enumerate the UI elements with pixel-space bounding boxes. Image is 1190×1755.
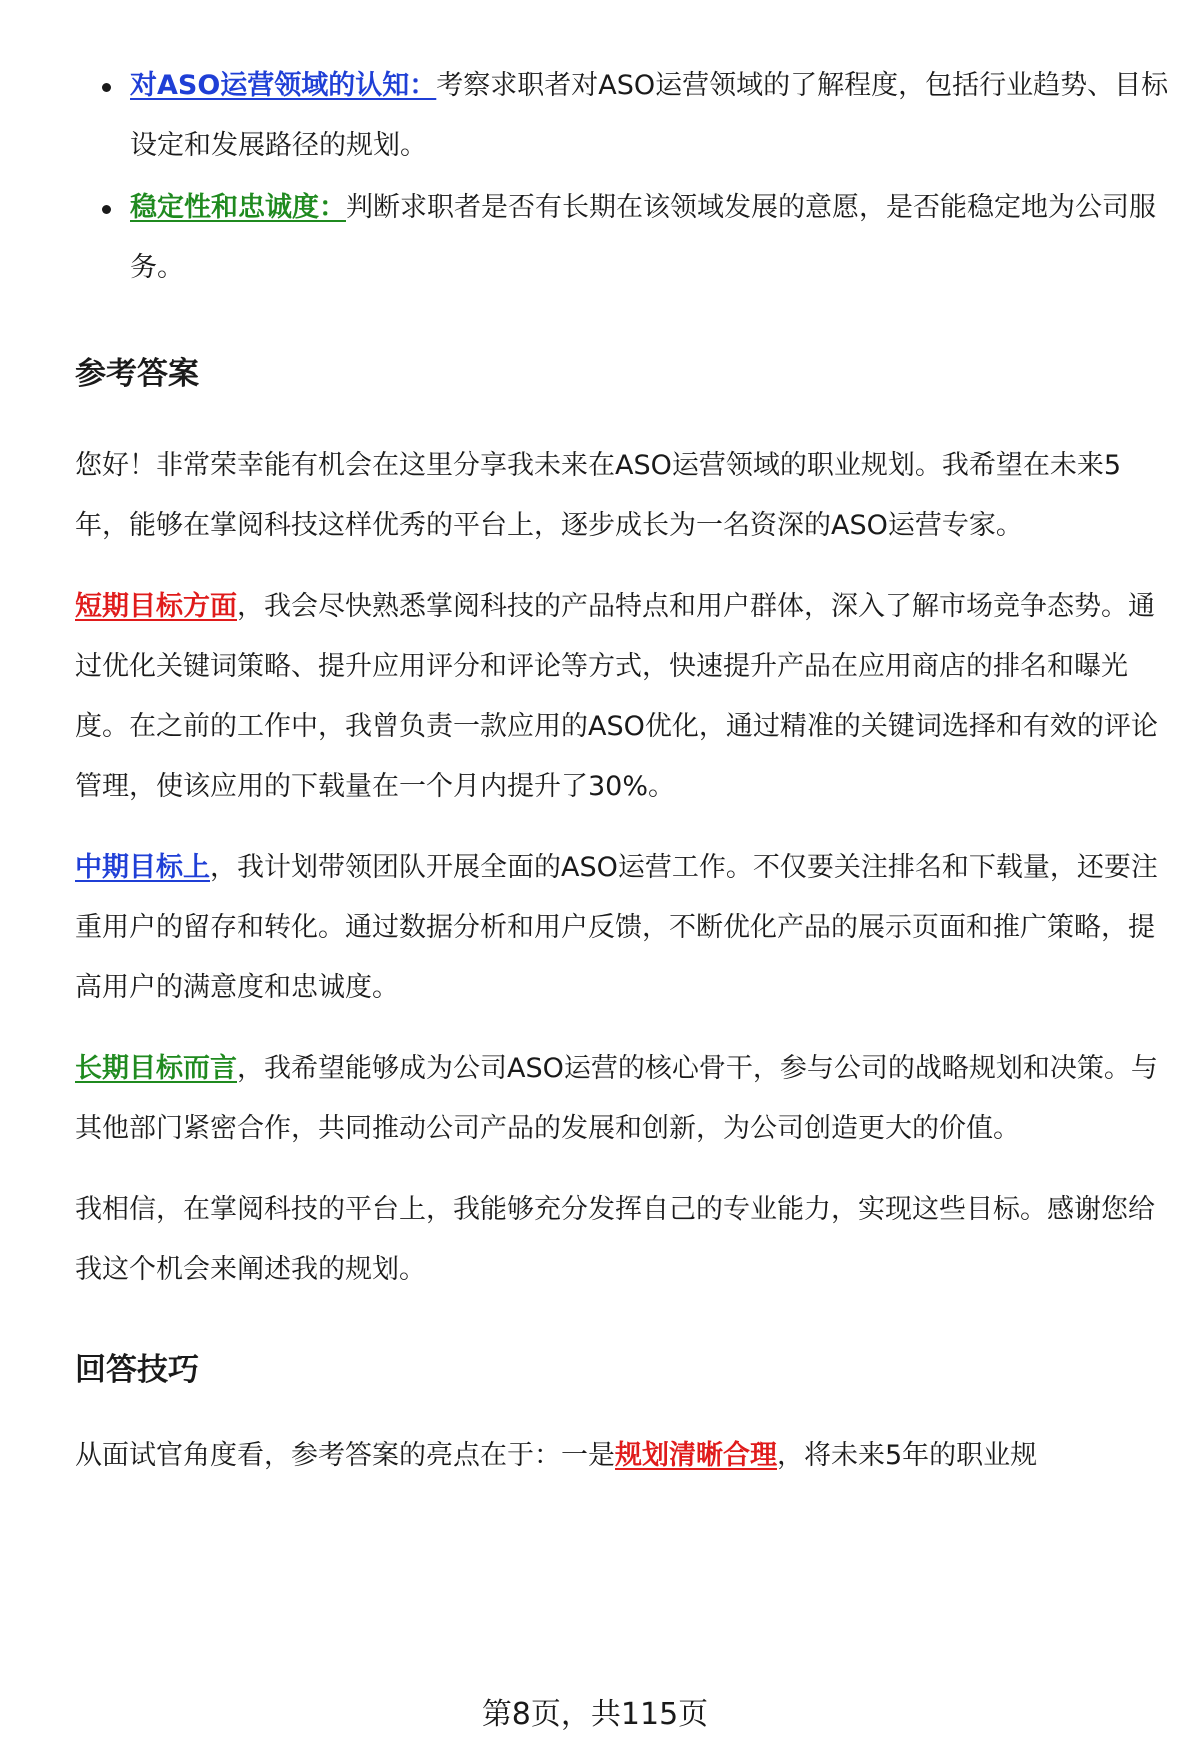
list-item bbox=[75, 56, 1170, 176]
bullet-dot-icon bbox=[102, 205, 111, 214]
intro-paragraph: 您好！非常荣幸能有机会在这里分享我未来在ASO运营领域的职业规划。我希望在未来5年，能够在掌阅科技这样优秀的平台上，逐步成长为一名资深的ASO运营专家。 bbox=[75, 450, 1122, 541]
closing-paragraph: 我相信，在掌阅科技的平台上，我能够充分发挥自己的专业能力，实现这些目标。感谢您给我这个机会来阐述我的规划。 bbox=[75, 1194, 1155, 1285]
tips-highlight-keyword: 规划清晰合理 bbox=[615, 1440, 777, 1471]
reference-answer-heading: 参考答案 bbox=[75, 356, 199, 392]
evaluation-points-list bbox=[75, 56, 1170, 298]
tips-rest-text: ，将未来5年的职业规 bbox=[777, 1440, 1038, 1471]
mid-term-keyword: 中期目标上 bbox=[75, 852, 210, 883]
short-term-paragraph bbox=[75, 577, 1170, 817]
answer-tips-heading: 回答技巧 bbox=[75, 1352, 199, 1388]
long-term-paragraph bbox=[75, 1039, 1170, 1159]
short-term-keyword: 短期目标方面 bbox=[75, 591, 237, 622]
bullet-text: 考察求职者对ASO运营领域的了解程度，包括行业趋势、目标设定和发展路径的规划。 bbox=[130, 70, 1169, 161]
page-content bbox=[75, 56, 1170, 1486]
bullet-keyword: 稳定性和忠诚度： bbox=[130, 192, 346, 223]
list-item bbox=[75, 178, 1170, 298]
page-number-footer: 第8页，共115页 bbox=[481, 1697, 709, 1732]
tips-paragraph bbox=[75, 1426, 1170, 1486]
short-term-text: ，我会尽快熟悉掌阅科技的产品特点和用户群体，深入了解市场竞争态势。通过优化关键词策略、提升应用评分和评论等方式，快速提升产品在应用商店的排名和曝光度。在之前的工作中，我曾负责一款应用的ASO优化，通过精准的关键词选择和有效的评论管理，使该应用的下载量在一个月内提升了30%。 bbox=[75, 591, 1158, 802]
bullet-text: 判断求职者是否有长期在该领域发展的意愿，是否能稳定地为公司服务。 bbox=[130, 192, 1156, 283]
long-term-text: ，我希望能够成为公司ASO运营的核心骨干，参与公司的战略规划和决策。与其他部门紧密合作，共同推动公司产品的发展和创新，为公司创造更大的价值。 bbox=[75, 1053, 1158, 1144]
tips-intro-text: 从面试官角度看，参考答案的亮点在于：一是 bbox=[75, 1440, 615, 1471]
long-term-keyword: 长期目标而言 bbox=[75, 1053, 237, 1084]
bullet-dot-icon bbox=[102, 83, 111, 92]
mid-term-text: ，我计划带领团队开展全面的ASO运营工作。不仅要关注排名和下载量，还要注重用户的留存和转化。通过数据分析和用户反馈，不断优化产品的展示页面和推广策略，提高用户的满意度和忠诚度。 bbox=[75, 852, 1158, 1003]
bullet-keyword: 对ASO运营领域的认知： bbox=[130, 70, 437, 101]
mid-term-paragraph bbox=[75, 838, 1170, 1018]
